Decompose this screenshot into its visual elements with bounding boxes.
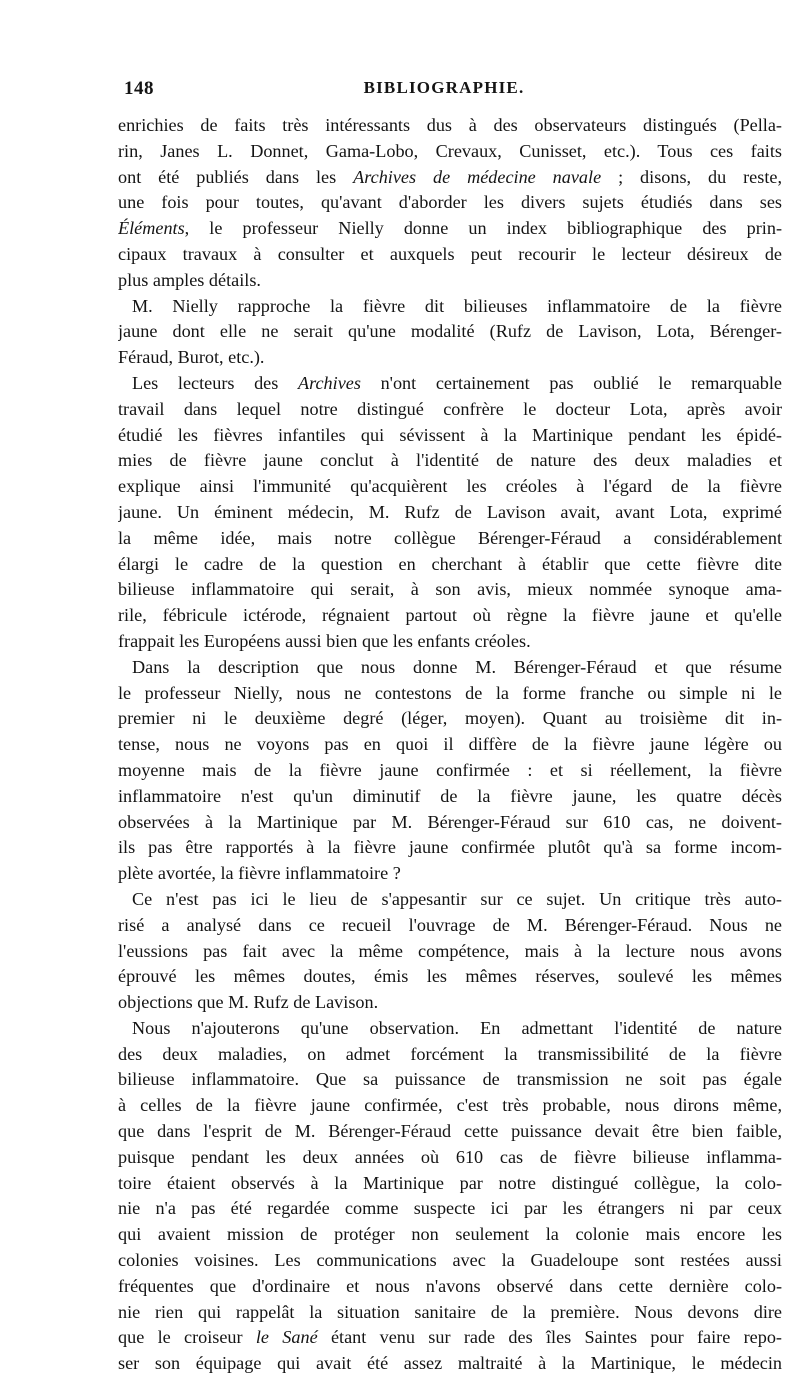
running-title: BIBLIOGRAPHIE.	[363, 78, 525, 97]
text-line: objections que M. Rufz de Lavison.	[118, 992, 379, 1013]
text-line: jaune dont elle ne serait qu'une modalité (Rufz de Lavison, Lota, Bérenger-	[118, 321, 782, 342]
text-line: observées à la Martinique par M. Bérenger-Féraud sur 610 cas, ne doivent-	[118, 811, 782, 832]
text-line: Féraud, Burot, etc.).	[118, 347, 265, 368]
text-line: que le croiseur le Sané étant venu sur rade des îles Saintes pour faire repo-	[118, 1327, 782, 1348]
text-line: inflammatoire n'est qu'un diminutif de la fièvre jaune, les quatre décès	[118, 785, 782, 806]
italic-title: Éléments	[118, 218, 185, 239]
text-line: tense, nous ne voyons pas en quoi il diffère de la fièvre jaune légère ou	[118, 734, 782, 755]
text-line: la même idée, mais notre collègue Bérenger-Féraud a considérablement	[118, 527, 782, 548]
text-line: nie n'a pas été regardée comme suspecte ici par les étrangers ni par ceux	[118, 1198, 782, 1219]
text-line: colonies voisines. Les communications avec la Guadeloupe sont restées aussi	[118, 1250, 782, 1271]
text-line: ils pas être rapportés à la fièvre jaune confirmée plutôt qu'à sa forme incom-	[118, 837, 782, 858]
text-line: bilieuse inflammatoire. Que sa puissance de transmission ne soit pas égale	[118, 1069, 782, 1090]
text-line: plus amples détails.	[118, 269, 261, 290]
page-header	[124, 78, 764, 102]
text-line: M. Nielly rapproche la fièvre dit bilieuses inflammatoire de la fièvre	[132, 295, 782, 316]
text-line: ser son équipage qui avait été assez maltraité à la Martinique, le médecin	[118, 1353, 782, 1374]
italic-title: Archives de médecine navale	[353, 166, 602, 187]
text-line: éprouvé les mêmes doutes, émis les mêmes réserves, soulevé les mêmes	[118, 966, 782, 987]
text-line: rile, fébricule ictérode, régnaient partout où règne la fièvre jaune et qu'elle	[118, 605, 782, 626]
text-line: Nous n'ajouterons qu'une observation. En admettant l'identité de nature	[132, 1017, 782, 1038]
text-line: rin, Janes L. Donnet, Gama-Lobo, Crevaux, Cunisset, etc.). Tous ces faits	[118, 140, 782, 161]
text-line: travail dans lequel notre distingué confrère le docteur Lota, après avoir	[118, 398, 782, 419]
text-line: Ce n'est pas ici le lieu de s'appesantir sur ce sujet. Un critique très auto-	[132, 888, 782, 909]
text-line: enrichies de faits très intéressants dus à des observateurs distingués (Pella-	[118, 115, 782, 135]
text-line: à celles de la fièvre jaune confirmée, c'est très probable, nous dirons même,	[118, 1095, 782, 1116]
text-line: Dans la description que nous donne M. Bérenger-Féraud et que résume	[132, 656, 782, 677]
text-line: toire étaient observés à la Martinique par notre distingué collègue, la colo-	[118, 1172, 782, 1193]
text-line: jaune. Un éminent médecin, M. Rufz de Lavison avait, avant Lota, exprimé	[118, 501, 782, 522]
text-line: bilieuse inflammatoire qui serait, à son avis, mieux nommée synoque ama-	[118, 579, 782, 600]
text-line: nie rien qui rappelât la situation sanitaire de la première. Nous devons dire	[118, 1301, 782, 1322]
text-line: plète avortée, la fièvre inflammatoire ?	[118, 863, 401, 884]
text-line: qui avaient mission de protéger non seulement la colonie mais encore les	[118, 1224, 782, 1245]
text-line: puisque pendant les deux années où 610 cas de fièvre bilieuse inflamma-	[118, 1146, 782, 1167]
text-line: étudié les fièvres infantiles qui sévissent à la Martinique pendant les épidé-	[118, 424, 782, 445]
text-line: l'eussions pas fait avec la même compétence, mais à la lecture nous avons	[118, 940, 782, 961]
text-line: frappait les Européens aussi bien que les enfants créoles.	[118, 630, 531, 651]
text-line: fréquentes que d'ordinaire et nous n'avons observé dans cette dernière colo-	[118, 1275, 782, 1296]
text-line: risé a analysé dans ce recueil l'ouvrage de M. Bérenger-Féraud. Nous ne	[118, 914, 782, 935]
text-line: le professeur Nielly, nous ne contestons de la forme franche ou simple ni le	[118, 682, 782, 703]
text-line: premier ni le deuxième degré (léger, moyen). Quant au troisième dit in-	[118, 708, 782, 729]
text-line: que dans l'esprit de M. Bérenger-Féraud cette puissance devait être bien faible,	[118, 1121, 782, 1142]
text-line: des deux maladies, on admet forcément la transmissibilité de la fièvre	[118, 1043, 782, 1064]
italic-title: Archives	[297, 372, 361, 393]
text-line: mies de fièvre jaune conclut à l'identité de nature des deux maladies et	[118, 450, 782, 471]
text-line: ont été publiés dans les Archives de médecine navale ; disons, du reste,	[118, 166, 782, 187]
text-line: élargi le cadre de la question en cherchant à établir que cette fièvre dite	[118, 553, 782, 574]
text-line: Les lecteurs des Archives n'ont certainement pas oublié le remarquable	[132, 372, 782, 393]
body-text	[118, 113, 782, 1377]
text-line: cipaux travaux à consulter et auxquels peut recourir le lecteur désireux de	[118, 243, 782, 264]
text-line: une fois pour toutes, qu'avant d'aborder les divers sujets étudiés dans ses	[118, 192, 782, 213]
text-line: explique ainsi l'immunité qu'acquièrent les créoles à l'égard de la fièvre	[118, 476, 782, 497]
italic-title: le Sané	[255, 1327, 318, 1348]
text-line: Éléments, le professeur Nielly donne un index bibliographique des prin-	[118, 218, 782, 239]
page-number: 148	[124, 78, 154, 99]
text-line: moyenne mais de la fièvre jaune confirmée : et si réellement, la fièvre	[118, 759, 782, 780]
